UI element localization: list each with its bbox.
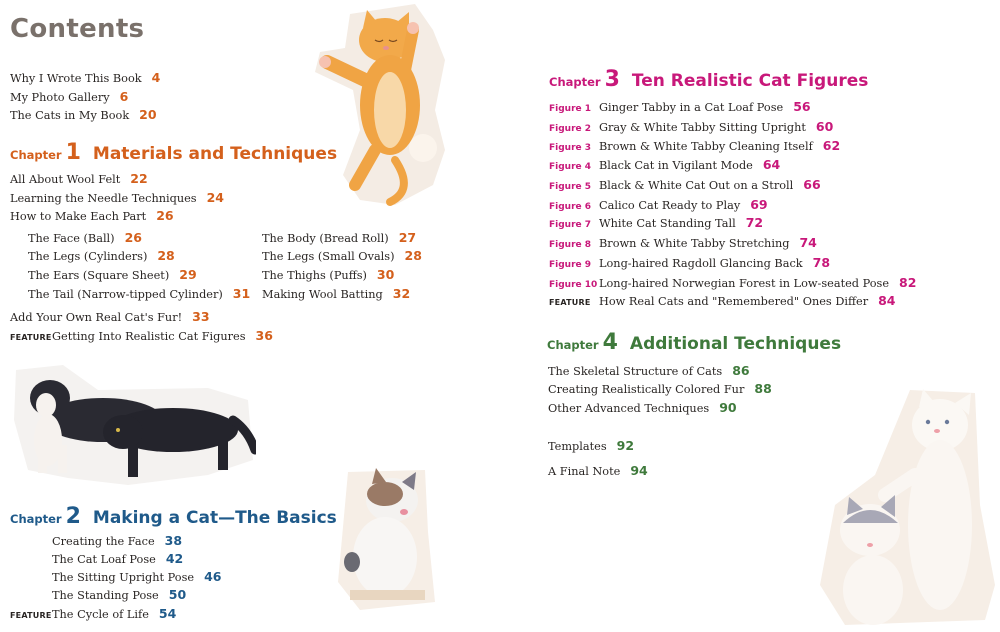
toc-entry[interactable]: Why I Wrote This Book 4 [10, 70, 161, 85]
figure-tag: Figure 4 [549, 162, 592, 172]
toc-entry[interactable]: All About Wool Felt 22 [10, 171, 148, 186]
toc-entry[interactable]: Add Your Own Real Cat's Fur! 33 [10, 309, 210, 324]
toc-figure-entry[interactable]: Figure 3 Brown & White Tabby Cleaning Itself 62 [549, 138, 841, 153]
toc-entry[interactable]: The Sitting Upright Pose 46 [52, 569, 222, 584]
feature-tag: FEATURE [549, 298, 591, 307]
figure-tag: Figure 10 [549, 280, 598, 290]
toc-entry[interactable]: The Skeletal Structure of Cats 86 [548, 363, 750, 378]
toc-figure-entry[interactable]: Figure 2 Gray & White Tabby Sitting Upright 60 [549, 119, 834, 134]
toc-entry[interactable]: The Cats in My Book 20 [10, 107, 157, 122]
figure-tag: Figure 8 [549, 240, 592, 250]
toc-figure-entry[interactable]: Figure 10 Long-haired Norwegian Forest in Low-seated Pose 82 [549, 275, 917, 290]
figure-tag: Figure 9 [549, 260, 592, 270]
toc-entry[interactable]: Creating the Face 38 [52, 533, 183, 548]
ginger-tabby-lying-photo [305, 0, 455, 210]
calico-cat-grooming-photo [330, 462, 440, 612]
page-title: Contents [10, 14, 145, 44]
toc-entry[interactable]: The Cat Loaf Pose 42 [52, 551, 184, 566]
figure-tag: Figure 2 [549, 124, 592, 134]
toc-entry[interactable]: Learning the Needle Techniques 24 [10, 190, 225, 205]
page-number: 6 [119, 89, 129, 104]
chapter-4-heading[interactable]: Chapter 4 Additional Techniques [547, 330, 842, 355]
toc-figure-entry[interactable]: Figure 1 Ginger Tabby in a Cat Loaf Pose 56 [549, 99, 811, 114]
feature-tag: FEATURE [10, 611, 52, 620]
toc-subentry[interactable]: The Tail (Narrow-tipped Cylinder) 31 [28, 286, 251, 301]
toc-subentry[interactable]: The Legs (Small Ovals) 28 [262, 248, 422, 263]
toc-subentry[interactable]: Making Wool Batting 32 [262, 286, 411, 301]
page-number: 4 [151, 70, 161, 85]
toc-subentry[interactable]: The Face (Ball) 26 [28, 230, 142, 245]
toc-subentry[interactable]: The Body (Bread Roll) 27 [262, 230, 417, 245]
toc-figure-entry[interactable]: Figure 5 Black & White Cat Out on a Stroll 66 [549, 177, 821, 192]
toc-figure-entry[interactable]: Figure 6 Calico Cat Ready to Play 69 [549, 197, 768, 212]
chapter-1-heading[interactable]: Chapter 1 Materials and Techniques [10, 140, 338, 165]
chapter-3-heading[interactable]: Chapter 3 Ten Realistic Cat Figures [549, 67, 869, 92]
toc-subentry[interactable]: The Thighs (Puffs) 30 [262, 267, 395, 282]
toc-entry[interactable]: Other Advanced Techniques 90 [548, 400, 737, 415]
toc-entry[interactable]: Creating Realistically Colored Fur 88 [548, 381, 772, 396]
toc-feature-entry[interactable]: FEATUREGetting Into Realistic Cat Figures 36 [10, 328, 273, 343]
feature-tag: FEATURE [10, 333, 52, 342]
toc-entry[interactable]: My Photo Gallery 6 [10, 89, 129, 104]
white-cats-standing-photo [815, 385, 1000, 630]
toc-figure-entry[interactable]: Figure 8 Brown & White Tabby Stretching 74 [549, 235, 817, 250]
page-number: 20 [139, 107, 157, 122]
toc-entry[interactable]: A Final Note 94 [548, 463, 648, 478]
toc-entry[interactable]: Templates 92 [548, 438, 635, 453]
figure-tag: Figure 3 [549, 143, 592, 153]
toc-entry[interactable]: How to Make Each Part 26 [10, 208, 174, 223]
figure-tag: Figure 7 [549, 220, 592, 230]
toc-figure-entry[interactable]: Figure 4 Black Cat in Vigilant Mode 64 [549, 157, 781, 172]
toc-feature-entry[interactable]: FEATURE How Real Cats and "Remembered" Ones Differ 84 [549, 293, 896, 308]
figure-tag: Figure 6 [549, 202, 592, 212]
toc-figure-entry[interactable]: Figure 7 White Cat Standing Tall 72 [549, 215, 764, 230]
chapter-2-heading[interactable]: Chapter 2 Making a Cat—The Basics [10, 504, 337, 529]
toc-figure-entry[interactable]: Figure 9 Long-haired Ragdoll Glancing Back 78 [549, 255, 831, 270]
figure-tag: Figure 1 [549, 104, 592, 114]
black-and-white-cats-walking-photo [8, 360, 256, 490]
toc-feature-entry[interactable]: FEATUREThe Cycle of Life 54 [10, 606, 177, 621]
toc-entry[interactable]: The Standing Pose 50 [52, 587, 187, 602]
figure-tag: Figure 5 [549, 182, 592, 192]
toc-subentry[interactable]: The Ears (Square Sheet) 29 [28, 267, 197, 282]
toc-subentry[interactable]: The Legs (Cylinders) 28 [28, 248, 175, 263]
